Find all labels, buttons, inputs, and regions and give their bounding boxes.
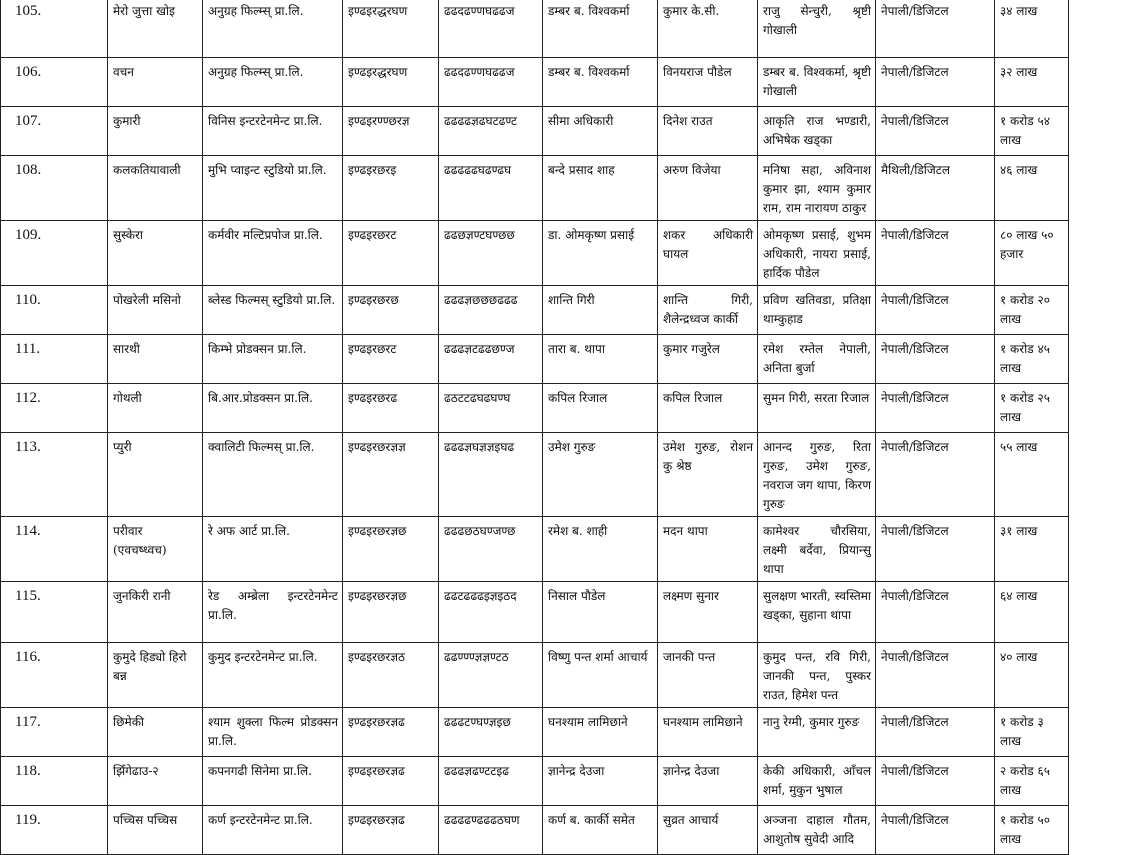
- film-title-cell: कुमुदे हिड्यो हिरो बन्न: [108, 643, 203, 708]
- production-company-cell: किम्भे प्रोडक्सन प्रा.लि.: [203, 335, 343, 384]
- registration-number-cell: इण्ढइरछरट: [343, 221, 439, 286]
- cast-cell: कुमुद पन्त, रवि गिरी, जानकी पन्त, पुस्कर राउत, हिमेश पन्त: [758, 643, 876, 708]
- pan-number-cell: ढठटटढघढघण्घ: [439, 384, 543, 433]
- director-cell: कर्ण ब. कार्की समेत: [543, 806, 658, 855]
- table-row: [1, 643, 1069, 708]
- table-row: [1, 433, 1069, 517]
- pan-number-cell: ढढटढढढइज्ञइठद: [439, 582, 543, 643]
- writer-cell: ज्ञानेन्द्र देउजा: [658, 757, 758, 806]
- director-cell: बन्दे प्रसाद शाह: [543, 156, 658, 221]
- cast-cell: आनन्द गुरुङ, रिता गुरुङ, उमेश गुरुङ, नवराज जग थापा, किरण गुरुङ: [758, 433, 876, 517]
- film-title-cell: पच्चिस पच्चिस: [108, 806, 203, 855]
- cast-cell: सुमन गिरी, सरता रिजाल: [758, 384, 876, 433]
- production-company-cell: ब्लेस्ड फिल्मस् स्टुडियो प्रा.लि.: [203, 286, 343, 335]
- budget-cell: १ करोड २० लाख: [995, 286, 1069, 335]
- director-cell: घनश्याम लामिछाने: [543, 708, 658, 757]
- writer-cell: दिनेश राउत: [658, 107, 758, 156]
- registration-number-cell: इण्ढइरद्धरघण: [343, 58, 439, 107]
- film-title-cell: जुनकिरी रानी: [108, 582, 203, 643]
- writer-cell: जानकी पन्त: [658, 643, 758, 708]
- language-format-cell: नेपाली/डिजिटल: [876, 708, 995, 757]
- serial-number-cell: 111.: [1, 335, 108, 384]
- budget-cell: ४० लाख: [995, 643, 1069, 708]
- registration-number-cell: इण्ढइरछरइ: [343, 156, 439, 221]
- serial-number-cell: 112.: [1, 384, 108, 433]
- writer-cell: शान्ति गिरी, शैलेन्द्रध्वज कार्की: [658, 286, 758, 335]
- registration-number-cell: इण्ढइरछरज्ञढ: [343, 708, 439, 757]
- production-company-cell: विनिस इन्टरटेनमेन्ट प्रा.लि.: [203, 107, 343, 156]
- table-row: [1, 757, 1069, 806]
- director-cell: तारा ब. थापा: [543, 335, 658, 384]
- serial-number-cell: 107.: [1, 107, 108, 156]
- registration-number-cell: इण्ढइरछरट: [343, 335, 439, 384]
- language-format-cell: नेपाली/डिजिटल: [876, 582, 995, 643]
- pan-number-cell: ढढढढण्ढढढठघण: [439, 806, 543, 855]
- budget-cell: १ करोड ५० लाख: [995, 806, 1069, 855]
- pan-number-cell: ढढढढज्ञढघटढण्ट: [439, 107, 543, 156]
- registration-number-cell: इण्ढइरछरज्ञढ: [343, 757, 439, 806]
- pan-number-cell: ढढदढण्णघढढज: [439, 58, 543, 107]
- production-company-cell: कपनगढी सिनेमा प्रा.लि.: [203, 757, 343, 806]
- budget-cell: ६४ लाख: [995, 582, 1069, 643]
- director-cell: रमेश ब. शाही: [543, 517, 658, 582]
- production-company-cell: रेड अम्ब्रेला इन्टरटेनमेन्ट प्रा.लि.: [203, 582, 343, 643]
- table-row: [1, 107, 1069, 156]
- film-title-cell: परीवार (एवचष्ध्वच): [108, 517, 203, 582]
- pan-number-cell: ढढढज्ञछछछढढढ: [439, 286, 543, 335]
- pan-number-cell: ढढढज्ञढण्टटइढ: [439, 757, 543, 806]
- director-cell: डम्बर ब. विश्वकर्मा: [543, 58, 658, 107]
- language-format-cell: नेपाली/डिजिटल: [876, 286, 995, 335]
- cast-cell: ओमकृष्ण प्रसाई, शुभम अधिकारी, नायरा प्रसाई, हार्दिक पौडेल: [758, 221, 876, 286]
- production-company-cell: क्वालिटी फिल्मस् प्रा.लि.: [203, 433, 343, 517]
- serial-number-cell: 116.: [1, 643, 108, 708]
- production-company-cell: रे अफ आर्ट प्रा.लि.: [203, 517, 343, 582]
- writer-cell: घनश्याम लामिछाने: [658, 708, 758, 757]
- pan-number-cell: ढढण्ण्ण्ज्ञज्ञण्टठ: [439, 643, 543, 708]
- pan-number-cell: ढढछज्ञण्टघण्छछ: [439, 221, 543, 286]
- language-format-cell: नेपाली/डिजिटल: [876, 643, 995, 708]
- pan-number-cell: ढढढज्ञटढढछण्ज: [439, 335, 543, 384]
- language-format-cell: नेपाली/डिजिटल: [876, 221, 995, 286]
- cast-cell: अञ्जना दाहाल गौतम, आशुतोष सुवेदी आदि: [758, 806, 876, 855]
- serial-number-cell: 119.: [1, 806, 108, 855]
- writer-cell: लक्ष्मण सुनार: [658, 582, 758, 643]
- table-row: [1, 335, 1069, 384]
- budget-cell: १ करोड ३ लाख: [995, 708, 1069, 757]
- writer-cell: अरुण विजेया: [658, 156, 758, 221]
- serial-number-cell: 105.: [1, 0, 108, 58]
- production-company-cell: मुभि प्वाइन्ट स्टुडियो प्रा.लि.: [203, 156, 343, 221]
- registration-number-cell: इण्ढइरछरज्ञज्ञ: [343, 433, 439, 517]
- film-title-cell: झिँगेढाउ-२: [108, 757, 203, 806]
- writer-cell: सुव्रत आचार्य: [658, 806, 758, 855]
- director-cell: डम्बर ब. विश्वकर्मा: [543, 0, 658, 58]
- writer-cell: कुमार गजुरेल: [658, 335, 758, 384]
- table-row: [1, 517, 1069, 582]
- serial-number-cell: 109.: [1, 221, 108, 286]
- cast-cell: मनिषा सहा, अविनाश कुमार झा, श्याम कुमार राम, राम नारायण ठाकुर: [758, 156, 876, 221]
- film-title-cell: छिमेकी: [108, 708, 203, 757]
- language-format-cell: नेपाली/डिजिटल: [876, 806, 995, 855]
- pan-number-cell: ढढढटण्घण्ज्ञइछ: [439, 708, 543, 757]
- budget-cell: २ करोड ६५ लाख: [995, 757, 1069, 806]
- budget-cell: ३१ लाख: [995, 517, 1069, 582]
- cast-cell: नानु रेग्मी, कुमार गुरुङ: [758, 708, 876, 757]
- film-title-cell: वचन: [108, 58, 203, 107]
- registration-number-cell: इण्ढइरछरढ: [343, 384, 439, 433]
- pan-number-cell: ढढढढढघढण्ढघ: [439, 156, 543, 221]
- budget-cell: ३२ लाख: [995, 58, 1069, 107]
- registration-number-cell: इण्ढइरछरज्ञछ: [343, 517, 439, 582]
- cast-cell: आकृति राज भण्डारी, अभिषेक खड्का: [758, 107, 876, 156]
- serial-number-cell: 117.: [1, 708, 108, 757]
- table-row: [1, 221, 1069, 286]
- serial-number-cell: 108.: [1, 156, 108, 221]
- production-company-cell: बि.आर.प्रोडक्सन प्रा.लि.: [203, 384, 343, 433]
- budget-cell: १ करोड ५४ लाख: [995, 107, 1069, 156]
- production-company-cell: अनुग्रह फिल्म्स् प्रा.लि.: [203, 0, 343, 58]
- writer-cell: विनयराज पौडेल: [658, 58, 758, 107]
- film-title-cell: सारथी: [108, 335, 203, 384]
- table-row: [1, 806, 1069, 855]
- writer-cell: उमेश गुरुङ, रोशन कु श्रेष्ठ: [658, 433, 758, 517]
- director-cell: डा. ओमकृष्ण प्रसाई: [543, 221, 658, 286]
- writer-cell: कुमार के.सी.: [658, 0, 758, 58]
- language-format-cell: नेपाली/डिजिटल: [876, 107, 995, 156]
- budget-cell: ५५ लाख: [995, 433, 1069, 517]
- serial-number-cell: 110.: [1, 286, 108, 335]
- language-format-cell: नेपाली/डिजिटल: [876, 335, 995, 384]
- director-cell: कपिल रिजाल: [543, 384, 658, 433]
- table-row: [1, 286, 1069, 335]
- director-cell: शान्ति गिरी: [543, 286, 658, 335]
- director-cell: विष्णु पन्त शर्मा आचार्य: [543, 643, 658, 708]
- language-format-cell: नेपाली/डिजिटल: [876, 433, 995, 517]
- budget-cell: ४६ लाख: [995, 156, 1069, 221]
- table-row: [1, 708, 1069, 757]
- film-title-cell: पोखरेली मसिनो: [108, 286, 203, 335]
- serial-number-cell: 106.: [1, 58, 108, 107]
- language-format-cell: नेपाली/डिजिटल: [876, 58, 995, 107]
- budget-cell: १ करोड ४५ लाख: [995, 335, 1069, 384]
- film-title-cell: कलकतियावाली: [108, 156, 203, 221]
- film-title-cell: कुमारी: [108, 107, 203, 156]
- table-row: [1, 156, 1069, 221]
- language-format-cell: नेपाली/डिजिटल: [876, 384, 995, 433]
- cast-cell: कामेश्वर चौरसिया, लक्ष्मी बर्देवा, प्रियान्सु थापा: [758, 517, 876, 582]
- table-row: [1, 384, 1069, 433]
- serial-number-cell: 113.: [1, 433, 108, 517]
- table-row: [1, 58, 1069, 107]
- production-company-cell: कुमुद इन्टरटेनमेन्ट प्रा.लि.: [203, 643, 343, 708]
- cast-cell: डम्बर ब. विश्वकर्मा, श्रृष्टी गोखाली: [758, 58, 876, 107]
- table-row: [1, 582, 1069, 643]
- budget-cell: ३४ लाख: [995, 0, 1069, 58]
- film-title-cell: गोथली: [108, 384, 203, 433]
- director-cell: ज्ञानेन्द्र देउजा: [543, 757, 658, 806]
- cast-cell: सुलक्षण भारती, स्वस्तिमा खड्का, सुहाना थापा: [758, 582, 876, 643]
- writer-cell: कपिल रिजाल: [658, 384, 758, 433]
- language-format-cell: नेपाली/डिजिटल: [876, 517, 995, 582]
- language-format-cell: मैथिली/डिजिटल: [876, 156, 995, 221]
- pan-number-cell: ढढढछठघण्जण्छ: [439, 517, 543, 582]
- serial-number-cell: 115.: [1, 582, 108, 643]
- serial-number-cell: 118.: [1, 757, 108, 806]
- production-company-cell: अनुग्रह फिल्म्स् प्रा.लि.: [203, 58, 343, 107]
- film-title-cell: प्युरी: [108, 433, 203, 517]
- language-format-cell: नेपाली/डिजिटल: [876, 757, 995, 806]
- table-row: [1, 0, 1069, 58]
- language-format-cell: नेपाली/डिजिटल: [876, 0, 995, 58]
- table-body: [1, 0, 1069, 855]
- cast-cell: केकी अधिकारी, आँचल शर्मा, मुकुन भुषाल: [758, 757, 876, 806]
- cast-cell: प्रविण खतिवडा, प्रतिक्षा थाम्कुहाड: [758, 286, 876, 335]
- registration-number-cell: इण्ढइरछरज्ञठ: [343, 643, 439, 708]
- pan-number-cell: ढढढज्ञघज्ञज्ञइघढ: [439, 433, 543, 517]
- cast-cell: राजु सेन्चुरी, श्रृष्टी गोखाली: [758, 0, 876, 58]
- film-title-cell: सुस्केरा: [108, 221, 203, 286]
- pan-number-cell: ढढदढण्णघढढज: [439, 0, 543, 58]
- serial-number-cell: 114.: [1, 517, 108, 582]
- writer-cell: मदन थापा: [658, 517, 758, 582]
- director-cell: उमेश गुरुङ: [543, 433, 658, 517]
- budget-cell: ८० लाख ५० हजार: [995, 221, 1069, 286]
- production-company-cell: श्याम शुक्ला फिल्म प्रोडक्सन प्रा.लि.: [203, 708, 343, 757]
- director-cell: निसाल पौडेल: [543, 582, 658, 643]
- writer-cell: शकर अधिकारी घायल: [658, 221, 758, 286]
- registration-number-cell: इण्ढइरद्धरघण: [343, 0, 439, 58]
- registration-number-cell: इण्ढइरछरछ: [343, 286, 439, 335]
- registration-number-cell: इण्ढइरछरज्ञछ: [343, 582, 439, 643]
- cast-cell: रमेश रम्तेल नेपाली, अनिता बुर्जा: [758, 335, 876, 384]
- registration-number-cell: इण्ढइरण्ण्छरज्ञ: [343, 107, 439, 156]
- budget-cell: १ करोड २५ लाख: [995, 384, 1069, 433]
- film-title-cell: मेरो जुत्ता खोइ: [108, 0, 203, 58]
- production-company-cell: कर्मवीर मल्टिप्रपोज प्रा.लि.: [203, 221, 343, 286]
- director-cell: सीमा अधिकारी: [543, 107, 658, 156]
- registration-number-cell: इण्ढइरछरज्ञढ: [343, 806, 439, 855]
- production-company-cell: कर्ण इन्टरटेनमेन्ट प्रा.लि.: [203, 806, 343, 855]
